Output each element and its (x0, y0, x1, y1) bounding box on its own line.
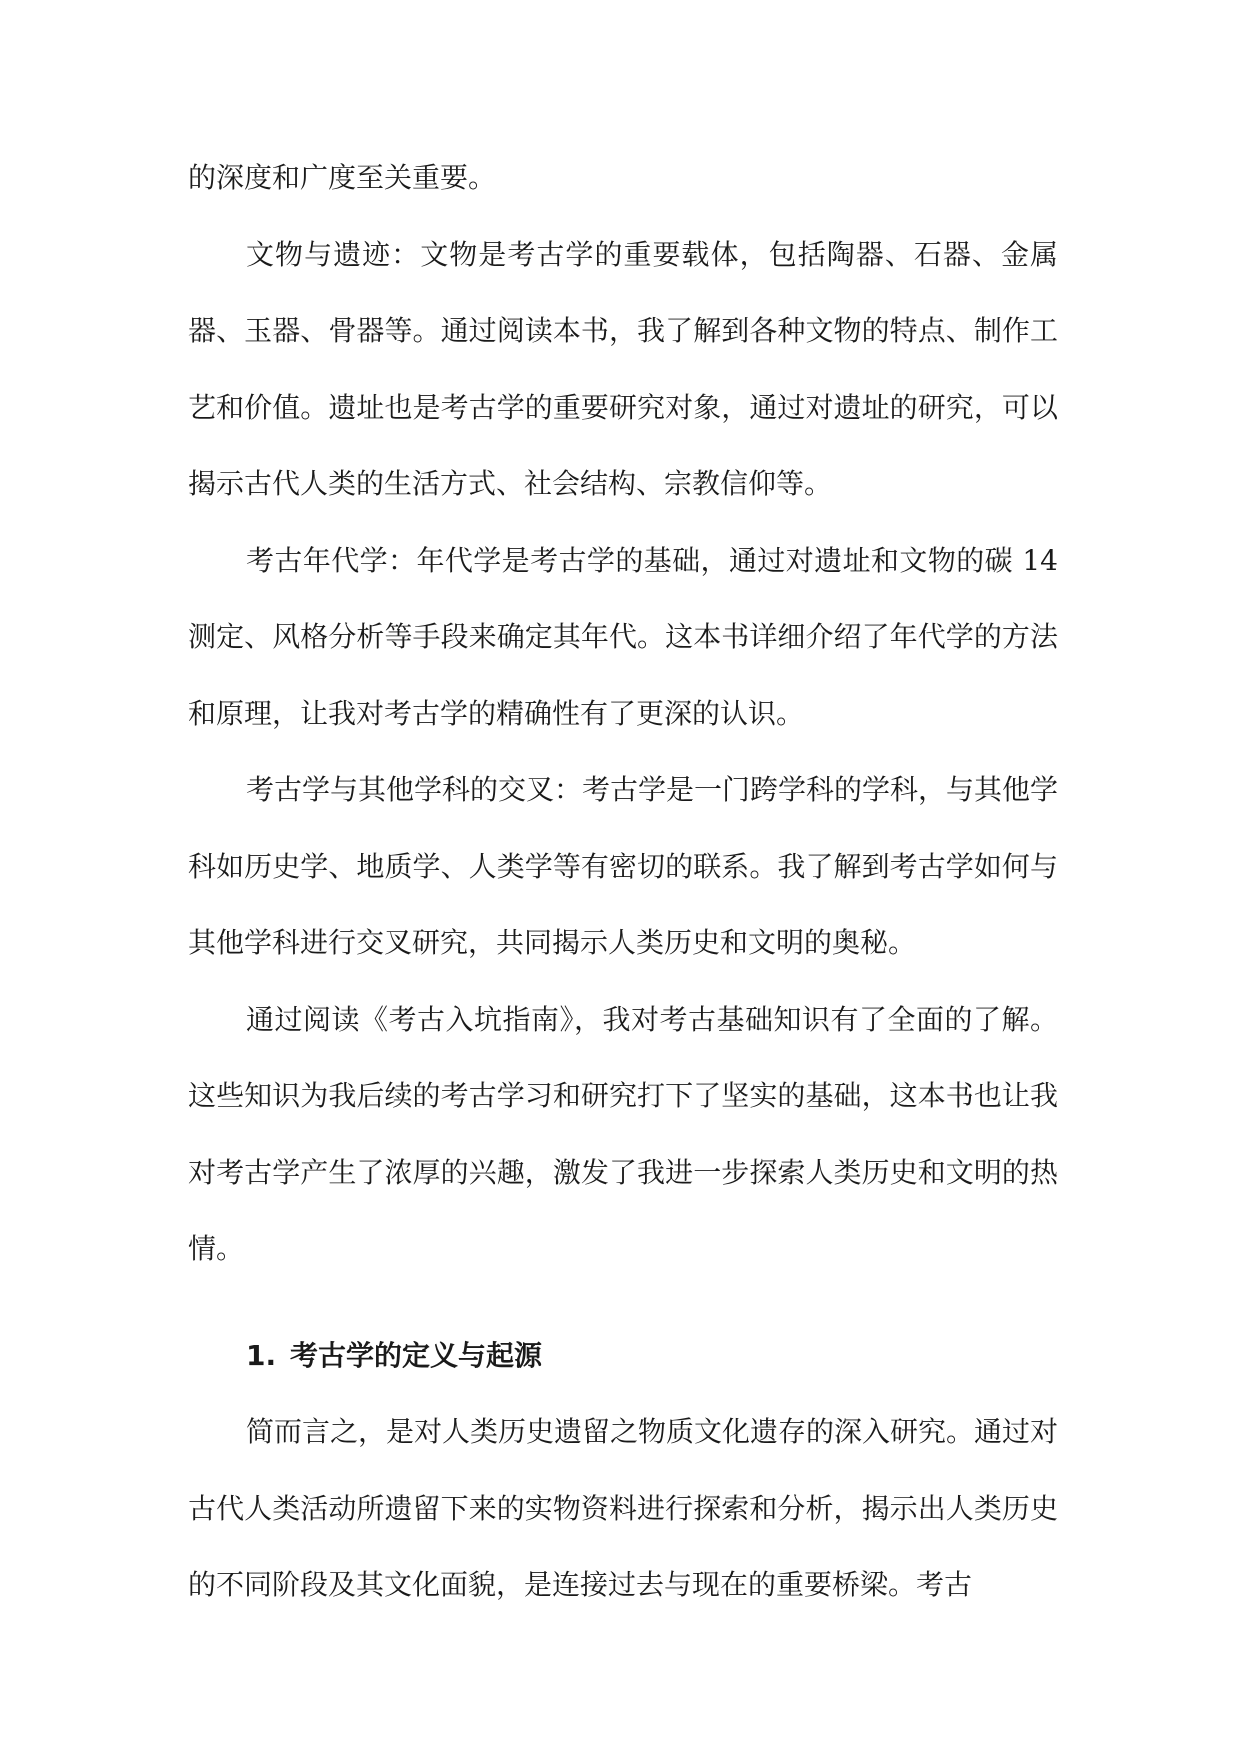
section-heading (188, 1318, 1058, 1395)
paragraph-definition: 简而言之，是对人类历史遗留之物质文化遗存的深入研究。通过对古代人类活动所遗留下来的实物资料进行探索和分析，揭示出人类历史的不同阶段及其文化面貌，是连接过去与现在的重要桥梁。考古 (188, 1415, 1059, 1601)
paragraph-interdisciplinary: 考古学与其他学科的交叉：考古学是一门跨学科的学科，与其他学科如历史学、地质学、人类学等有密切的联系。我了解到考古学如何与其他学科进行交叉研究，共同揭示人类历史和文明的奥秘。 (188, 773, 1059, 959)
paragraph-archaeological-chronology: 考古年代学：年代学是考古学的基础，通过对遗址和文物的碳 14 测定、风格分析等手段来确定其年代。这本书详细介绍了年代学的方法和原理，让我对考古学的精确性有了更深的认识。 (188, 543, 1058, 730)
paragraph-artifacts-and-sites: 文物与遗迹：文物是考古学的重要载体，包括陶器、石器、金属器、玉器、骨器等。通过阅读本书，我了解到各种文物的特点、制作工艺和价值。遗址也是考古学的重要研究对象，通过对遗址的研究，可以揭示古代人类的生活方式、社会结构、宗教信仰等。 (188, 237, 1058, 500)
section-number: 1. (246, 1338, 277, 1372)
section-title: 考古学的定义与起源 (290, 1338, 543, 1372)
paragraph-continuation: 的深度和广度至关重要。 (188, 161, 497, 194)
paragraph-conclusion: 通过阅读《考古入坑指南》，我对考古基础知识有了全面的了解。这些知识为我后续的考古学习和研究打下了坚实的基础，这本书也让我对考古学产生了浓厚的兴趣，激发了我进一步探索人类历史和文明的热情。 (188, 1002, 1058, 1265)
document-body (188, 140, 1058, 1624)
